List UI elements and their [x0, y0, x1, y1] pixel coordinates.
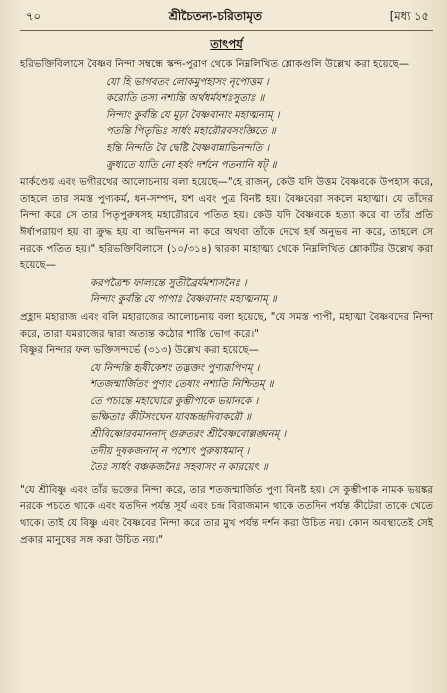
verse-line: নিন্দাং কুর্বন্তি যে মূঢ়া বৈষ্ণবানাং মহাত্মনাম্ ।	[106, 109, 280, 121]
verse-line: যে নিন্দন্তি হৃষীকেশং তদ্ভক্তং পুণ্যরূপিণম্ ।	[90, 362, 260, 374]
verse-line: করোতি তস্য নশ্যন্তি অর্থধর্মযশঃসুতাঃ ॥	[106, 93, 265, 105]
running-title: শ্রীচৈতন্য-চরিতামৃত	[168, 9, 263, 23]
verse-line: হন্তি নিন্দতি বৈ দ্বেষ্টি বৈষ্ণবান্নাভিনন্দতি ।	[106, 142, 270, 154]
verse-block-3	[90, 361, 433, 477]
verse-line: শতজন্মার্জিতং পুণ্যং তেষাং নশ্যতি নিশ্চিতম্ ॥	[90, 379, 274, 391]
page-header	[20, 8, 433, 31]
intro-paragraph: হরিভক্তিবিলাসে বৈষ্ণব নিন্দা সম্বন্ধে স্কন্দ-পুরাণ থেকে নিম্নলিখিত শ্লোকগুলি উল্লেখ করা হয়েছে—	[20, 59, 410, 70]
verse-block-2	[90, 276, 433, 309]
closing-paragraph: "যে শ্রীবিষ্ণু এবং তাঁর ভক্তের নিন্দা করে, তার শতজন্মার্জিত পুণ্য বিনষ্ট হয়। সে কুম্ভীপাক নামক ভয়ঙ্কর নরকে পচতে থাকে এবং যতদিন পর্যন্ত সূর্য এবং চন্দ্র বিরাজমান থাকে ততদিন পর্যন্ত কীটেরা তাকে খেতে থাকে। তাই যে বিষ্ণু এবং বৈষ্ণবের নিন্দা করে তার মুখ পর্যন্ত দর্শন করা উচিত নয়। কোন অবস্থাতেই সেই প্রকার মানুষের সঙ্গ করা উচিত নয়।"	[20, 484, 433, 546]
verse-line: তে পচ্যন্তে মহাঘোরে কুম্ভীপাকে ভয়ানকে ।	[90, 395, 259, 407]
verse-line: পতন্তি পিতৃভিঃ সার্ধং মহারৌরবসংজ্ঞিতে ॥	[106, 126, 276, 138]
verse-line: ভক্ষিতাঃ কীটসংঘেন যাবচ্চন্দ্রদিবাকরৌ ॥	[90, 412, 251, 424]
verse-line: শ্রীবিষ্ণোরবমাননাদ্ গুরুতরং শ্রীবৈষ্ণবোল্লঙ্ঘনম্ ।	[90, 429, 287, 441]
section-title: তাৎপর্য	[210, 37, 243, 51]
verse-line: তদীয় দূষকজনান্ ন পশ্যেৎ পুরুষাধমান্ ।	[90, 445, 250, 457]
paragraph-2: প্রহ্লাদ মহারাজ এবং বলি মহারাজের আলোচনায় বলা হয়েছে, "যে সমস্ত পাপী, মহাত্মা বৈষ্ণবদের নিন্দা করে, তারা যমরাজের দ্বারা অত্যন্ত কঠোর শাস্তি ভোগ করে।"	[20, 311, 433, 340]
verse-line: তৈঃ সার্ধং বঞ্চকজনৈঃ সহবাসং ন কারয়েৎ ॥	[90, 462, 268, 474]
verse-line: ক্রুধ্যতে যাতি নো হর্ষং দর্শনে পতনানি ষট্ ॥	[106, 159, 277, 171]
paragraph-1: মার্কণ্ডেয় এবং ভগীরথের আলোচনায় বলা হয়েছে—"হে রাজন্, কেউ যদি উত্তম বৈষ্ণবকে উপহাস করে, তাহলে তার সমস্ত পুণ্যকর্ম, ধন-সম্পদ, যশ এবং পুত্র বিনষ্ট হয়। বৈষ্ণবেরা সকলে মহাত্মা। যে তাঁদের নিন্দা করে সে তার পিতৃপুরুষসহ মহারৌরবে পতিত হয়। কেউ যদি বৈষ্ণবকে হত্যা করে বা তাঁর প্রতি ঈর্ষাপরায়ণ হয় বা ক্রুদ্ধ হয় বা অভিনন্দন না করে অথবা তাঁকে দেখে হর্ষ অনুভব না করে, তাহলে সে নরকে পতিত হয়।" হরিভক্তিবিলাসে (১০/৩১৪) দ্বারকা মাহাত্ম্য থেকে নিম্নলিখিত শ্লোকটির উল্লেখ করা হয়েছে—	[20, 177, 433, 272]
verse-line: নিন্দাং কুর্বন্তি যে পাপাঃ বৈষ্ণবানাং মহাত্মনাম্ ॥	[90, 294, 277, 306]
paragraph-3: বিষ্ণুর নিন্দার ফল ভক্তিসন্দর্ভে (৩১৩) উল্লেখ করা হয়েছে—	[20, 345, 259, 357]
page-number: ৭০	[26, 9, 41, 23]
verse-block-1	[106, 75, 433, 175]
verse-line: যো হি ভাগবতং লোকমুপহাসং নৃপোত্তম ।	[106, 76, 269, 88]
chapter-marker: [মধ্য ১৫	[389, 9, 429, 23]
verse-line: করপত্রৈশ্চ ফাল্যন্তে সুতীব্রৈর্যমশাসনৈঃ ।	[90, 277, 247, 289]
